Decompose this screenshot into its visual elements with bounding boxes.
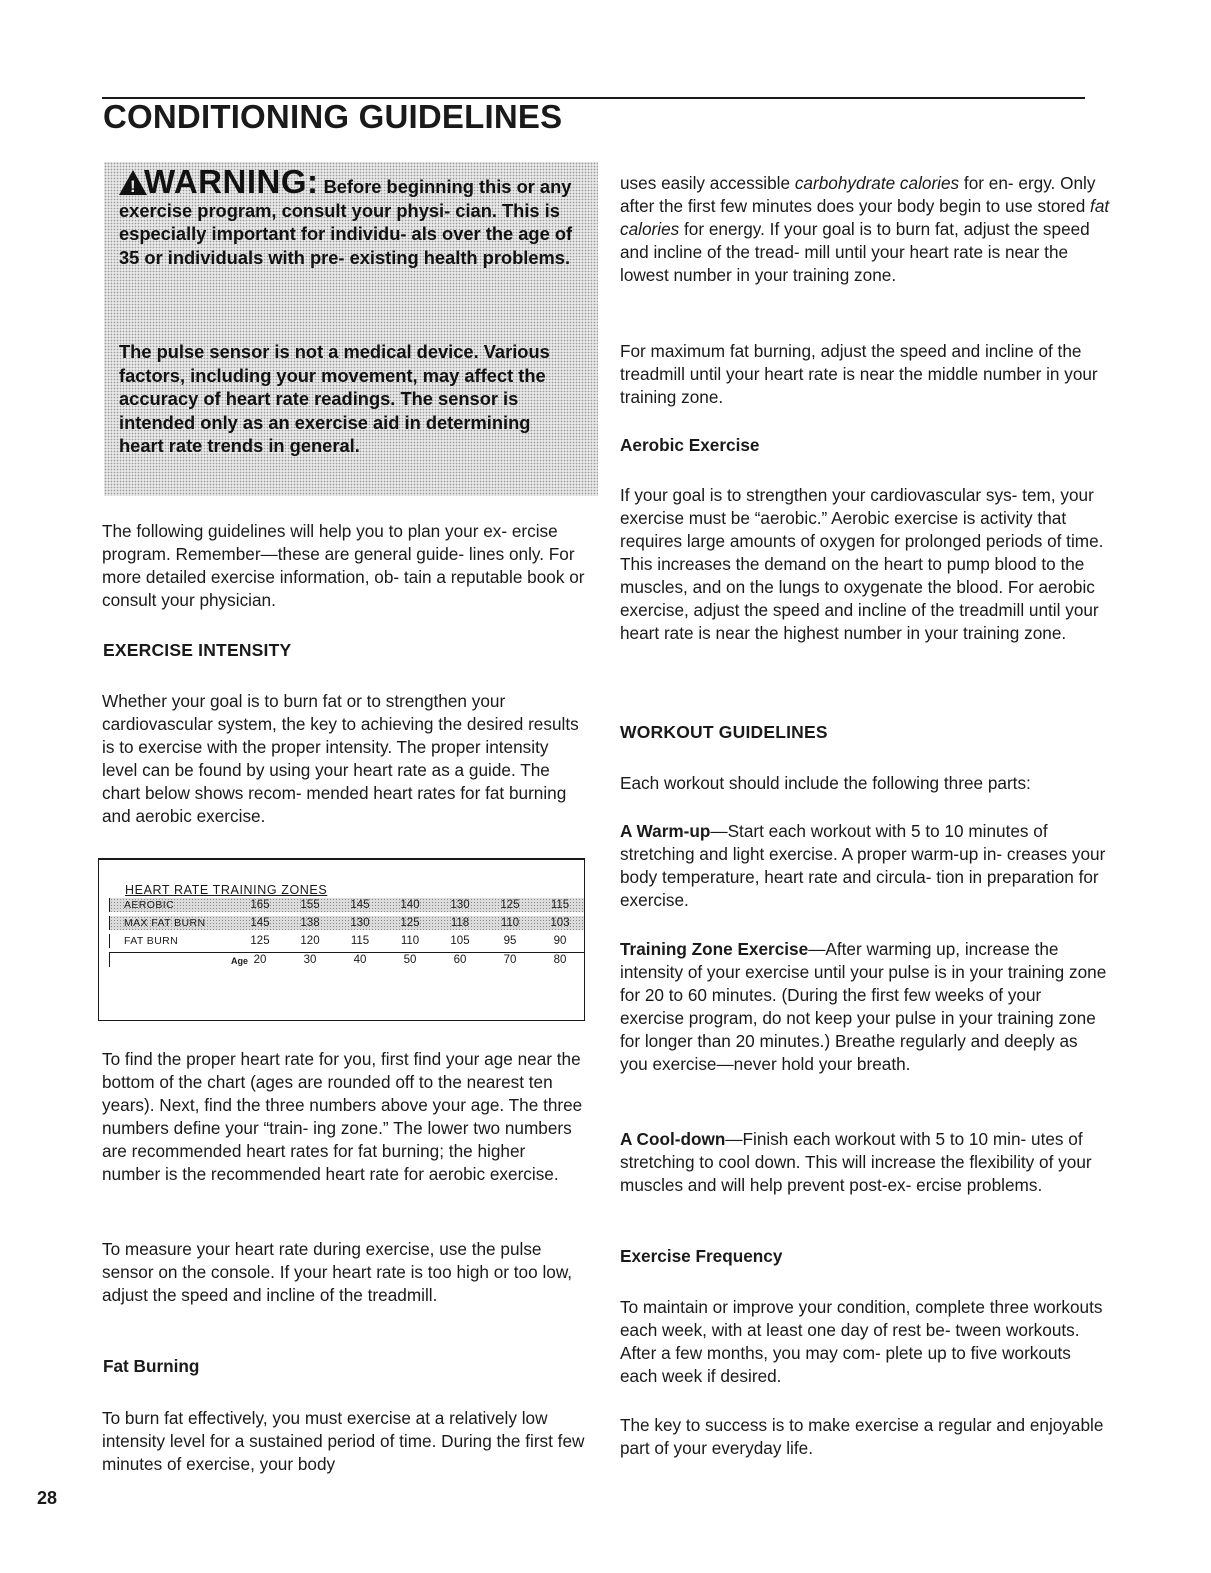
chart-cell: 115 [550, 899, 570, 911]
chart-cell: 138 [300, 917, 320, 929]
heading-fat-burning: Fat Burning [103, 1356, 200, 1376]
chart-row-ages [109, 952, 584, 967]
chart-cell: 118 [450, 917, 470, 929]
chart-cell: 110 [500, 917, 520, 929]
chart-title: HEART RATE TRAINING ZONES [125, 883, 328, 897]
heading-exercise-intensity: EXERCISE INTENSITY [103, 640, 292, 660]
chart-cell: 125 [400, 917, 420, 929]
warning-box [104, 162, 598, 496]
warning-text-2: The pulse sensor is not a medical device. Various factors, including your movement, may affect the accuracy of heart rate readings. The sensor is intended only as an exercise aid in determining heart rate trends in general. [119, 341, 550, 456]
age-tick-label: 40 [353, 954, 367, 966]
chart-cell: 130 [450, 899, 470, 911]
workout-paragraph: Each workout should include the following three parts: [620, 773, 1031, 793]
warning-lead-in: Before beginning this [318, 176, 512, 197]
page-number: 28 [37, 1488, 58, 1508]
chart-cell: 140 [400, 899, 420, 911]
training-zone-text: —After warming up, increase the intensity of your exercise until your pulse is in your training zone for 20 to 60 minutes. (During the first few weeks of your exercise program, do not keep your pulse in your training zone for longer than 20 minutes.) Breathe regularly and deeply as you exercise—never hold your breath. [620, 939, 1107, 1074]
chart-cell: 125 [250, 935, 270, 947]
chart-cell: 90 [553, 935, 567, 947]
warning-label: WARNING: [144, 163, 319, 200]
key-paragraph: The key to success is to make exercise a regular and enjoyable part of your everyday life. [620, 1415, 1104, 1458]
emphasis-carbohydrate-calories: carbohydrate calories [794, 173, 960, 193]
age-tick-label: 30 [303, 954, 317, 966]
measure-paragraph: To measure your heart rate during exercise, use the pulse sensor on the console. If your heart rate is too high or too low, adjust the speed and incline of the treadmill. [102, 1239, 573, 1305]
warmup-text: —Start each workout with 5 to 10 minutes of stretching and light exercise. A proper warm-up in- creases your body temperature, heart rate and circula- tion in preparation for exercise. [620, 821, 1106, 910]
chart-cell: 110 [400, 935, 420, 947]
text-span: for energy. If your goal is to burn fat, adjust the speed and incline of the tread- mill until your heart rate is near the lowest number in your training zone. [620, 219, 1090, 285]
chart-cell: 105 [450, 935, 470, 947]
warning-triangle-icon [119, 170, 147, 195]
text-span: uses easily accessible [620, 173, 795, 193]
chart-cell: 145 [350, 899, 370, 911]
training-zone-lead: Training Zone Exercise [620, 939, 809, 959]
chart-cell: 130 [350, 917, 370, 929]
max-fat-paragraph: For maximum fat burning, adjust the speed and incline of the treadmill until your heart rate is near the middle number in your training zone. [620, 341, 1098, 407]
warning-heading [119, 163, 589, 269]
row-label: MAX FAT BURN [124, 917, 206, 929]
cooldown-lead: A Cool-down [620, 1129, 726, 1149]
emphasis-fat-calories: fat calories [620, 196, 1110, 239]
warmup-paragraph [620, 820, 1110, 912]
cooldown-paragraph [620, 1128, 1110, 1197]
row-label: FAT BURN [124, 935, 179, 947]
age-label: Age [231, 956, 249, 966]
aerobic-paragraph: If your goal is to strengthen your cardiovascular sys- tem, your exercise must be “aerobic.” Aerobic exercise is activity that requires large amounts of oxygen for prolonged periods of time. This increases the demand on the heart to pump blood to the muscles, and on the lungs to oxygenate the blood. For aerobic exercise, adjust the speed and incline of the treadmill until your heart rate is near the highest number in your training zone. [620, 485, 1104, 643]
chart-cell: 165 [250, 899, 270, 911]
cooldown-text: —Finish each workout with 5 to 10 min- utes of stretching to cool down. This will increase the flexibility of your muscles and will help prevent post-ex- ercise problems. [620, 1129, 1092, 1195]
training-zone-paragraph [620, 938, 1110, 1076]
chart-cell: 120 [300, 935, 320, 947]
chart-cell: 155 [300, 899, 320, 911]
text-span: for en- ergy. Only after the first few minutes does your body begin to use stored [620, 173, 1096, 216]
chart-row-aerobic [109, 898, 584, 912]
row-label: AEROBIC [124, 899, 175, 911]
age-tick-label: 50 [403, 954, 417, 966]
age-tick-label: 70 [503, 954, 517, 966]
heading-workout-guidelines: WORKOUT GUIDELINES [620, 722, 828, 742]
chart-cell: 125 [500, 899, 520, 911]
chart-row-fat-burn [109, 934, 584, 948]
heart-rate-chart [98, 858, 585, 1021]
heading-aerobic-exercise: Aerobic Exercise [620, 435, 760, 455]
chart-cell: 95 [503, 935, 517, 947]
continued-paragraph [620, 172, 1110, 287]
age-tick-label: 60 [453, 954, 467, 966]
intro-paragraph: The following guidelines will help you to plan your ex- ercise program. Remember—these are general guide- lines only. For more detailed exercise information, ob- tain a reputable book or consult your physician. [102, 521, 585, 610]
chart-cell: 145 [250, 917, 270, 929]
warmup-lead: A Warm-up [620, 821, 711, 841]
chart-cell: 103 [550, 917, 570, 929]
heading-exercise-frequency: Exercise Frequency [620, 1246, 783, 1266]
chart-row-max-fat-burn [109, 916, 584, 930]
page-title: CONDITIONING GUIDELINES [103, 98, 563, 135]
chart-cell: 115 [350, 935, 370, 947]
warning-text-1: or any exercise program, consult your physi- cian. This is especially important for individu- als over the age of 35 or individuals with pre- existing health problems. [119, 176, 573, 268]
frequency-paragraph: To maintain or improve your condition, complete three workouts each week, with at least one day of rest be- tween workouts. After a few months, you may com- plete up to five workouts each week if desired. [620, 1297, 1103, 1386]
age-tick-label: 20 [253, 954, 267, 966]
fat-burning-paragraph: To burn fat effectively, you must exercise at a relatively low intensity level for a sustained period of time. During the first few minutes of exercise, your body [102, 1408, 585, 1474]
age-tick-label: 80 [553, 954, 567, 966]
intensity-paragraph: Whether your goal is to burn fat or to strengthen your cardiovascular system, the key to achieving the desired results is to exercise with the proper intensity. The proper intensity level can be found by using your heart rate as a guide. The chart below shows recom- mended heart rates for fat burning and aerobic exercise. [102, 691, 579, 826]
find-rate-paragraph: To find the proper heart rate for you, first find your age near the bottom of the chart (ages are rounded off to the nearest ten years). Next, find the three numbers above your age. The three numbers define your “train- ing zone.” The lower two numbers are recommended heart rates for fat burning; the higher number is the recommended heart rate for aerobic exercise. [102, 1049, 583, 1184]
